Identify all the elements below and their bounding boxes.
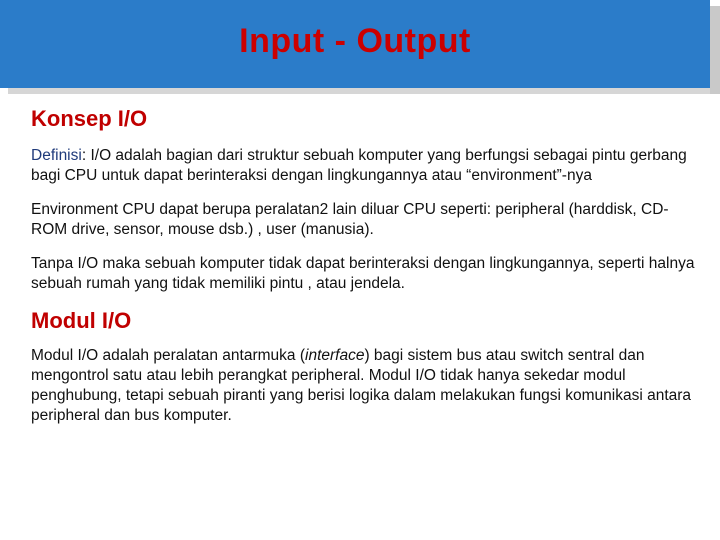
slide-title: Input - Output (239, 21, 471, 60)
definition-paragraph (31, 146, 701, 186)
modul-text-a: Modul I/O adalah peralatan antarmuka ( (31, 347, 305, 364)
definition-text: I/O adalah bagian dari struktur sebuah komputer yang berfungsi sebagai pintu gerbang bagi CPU untuk dapat berinteraksi dengan lingkungannya atau “environment”-nya (31, 147, 687, 184)
title-bar (0, 0, 710, 88)
modul-paragraph (31, 346, 701, 426)
section-heading-konsep: Konsep I/O (31, 106, 148, 131)
section-heading-modul: Modul I/O (31, 308, 132, 333)
modul-interface-term: interface (305, 347, 365, 364)
environment-paragraph: Environment CPU dapat berupa peralatan2 lain diluar CPU seperti: peripheral (harddisk, CD-ROM drive, sensor, mouse dsb.) , user (manusia). (31, 201, 669, 238)
title-bar-shadow-bottom (8, 88, 710, 94)
definition-separator: : (81, 147, 91, 164)
tanpa-io-paragraph: Tanpa I/O maka sebuah komputer tidak dapat berinteraksi dengan lingkungannya, seperti halnya sebuah rumah yang tidak memiliki pintu , atau jendela. (31, 255, 695, 292)
title-bar-shadow-right (710, 6, 720, 94)
definition-label: Definisi (31, 147, 82, 164)
modul-text-b: ) bagi sistem bus atau switch sentral dan mengontrol satu atau lebih perangkat peripheral. Modul I/O tidak hanya sekedar modul penghubung, tetapi sebuah piranti yang berisi logika dalam melakukan fungsi komunikasi antara peripheral dan bus komputer. (31, 347, 692, 424)
slide-body (31, 106, 701, 440)
